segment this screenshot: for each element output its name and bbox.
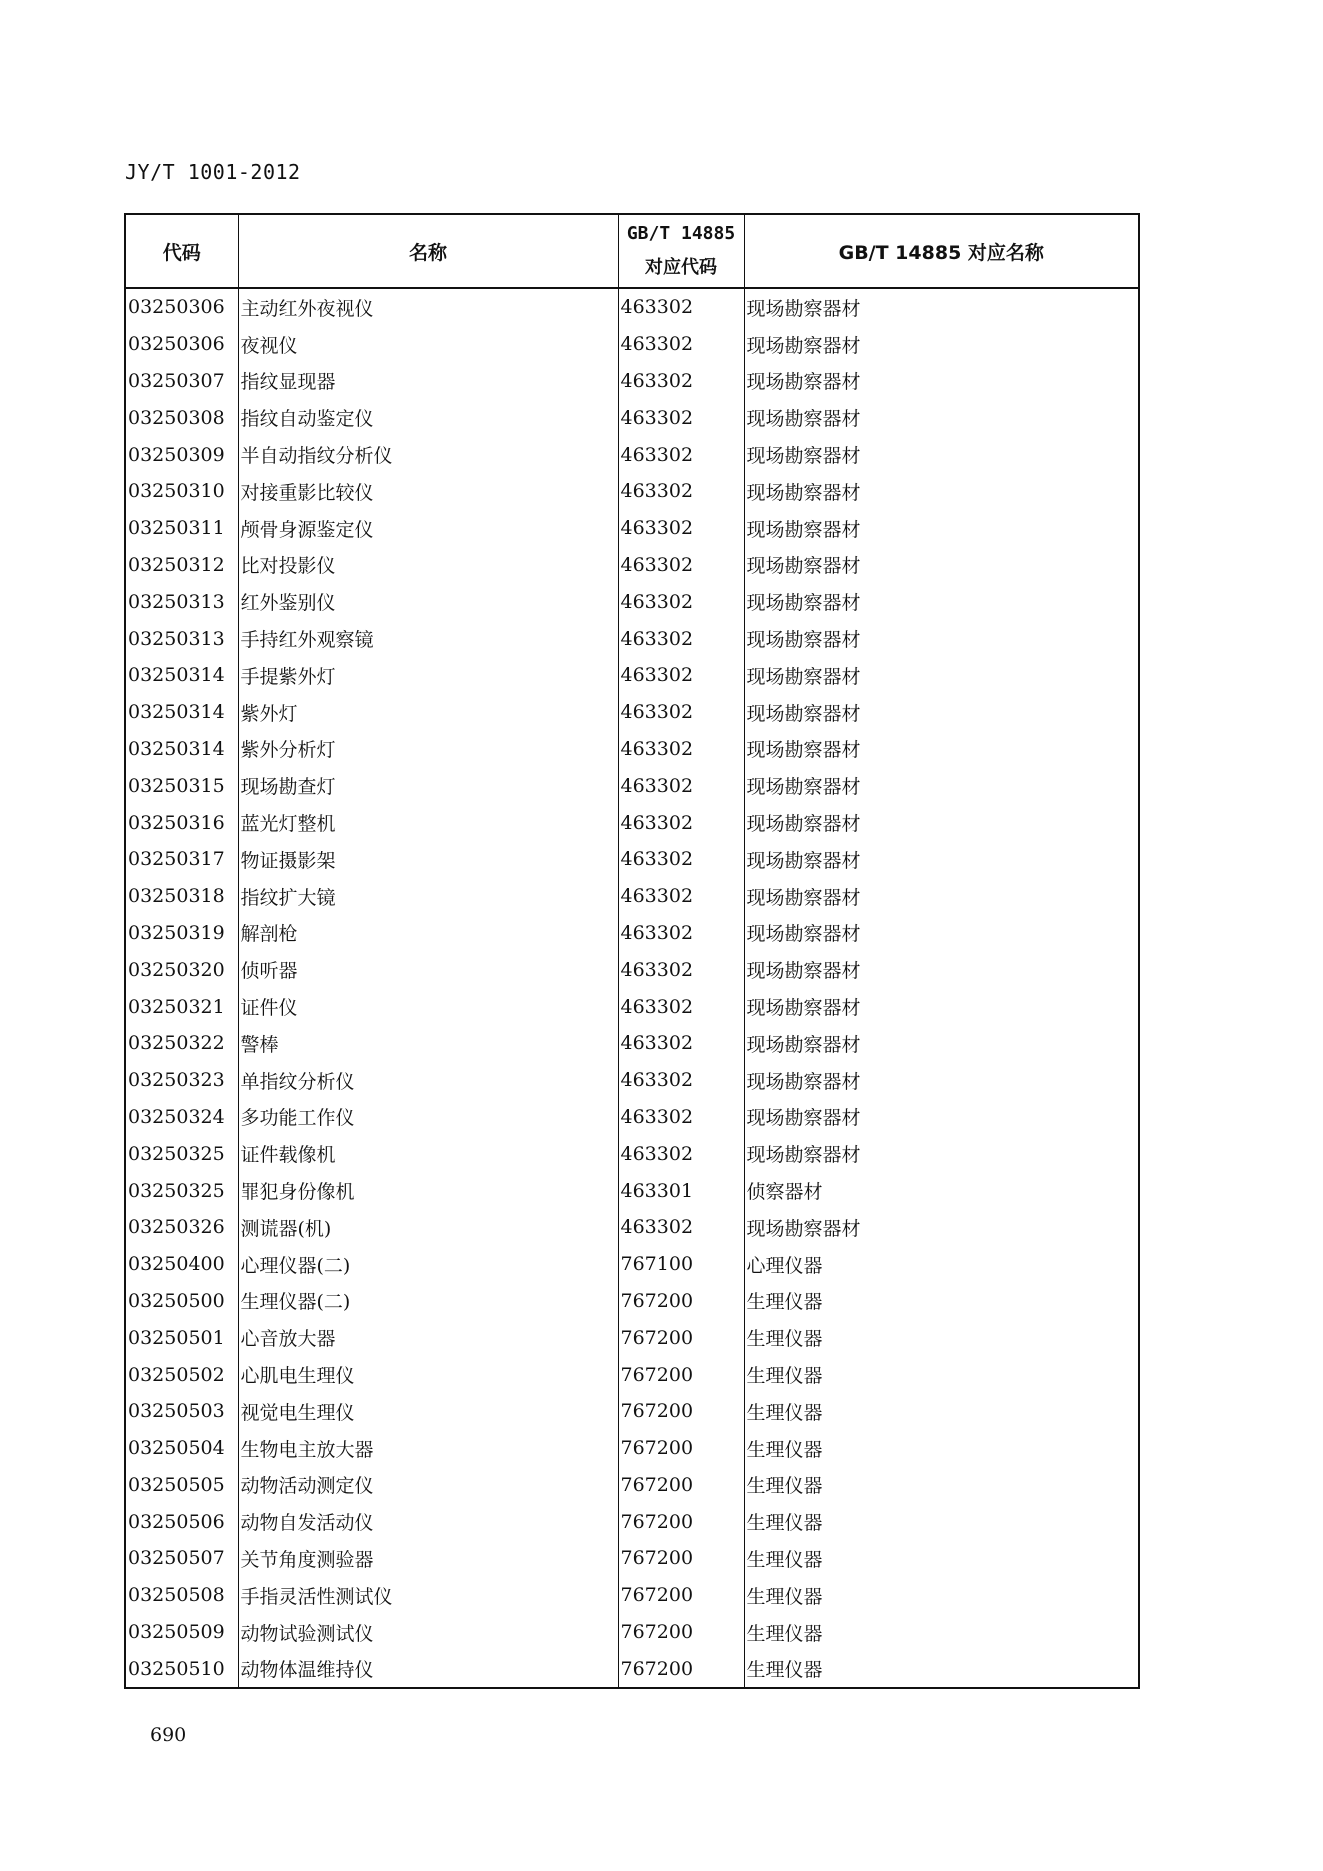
- cell-name: 动物活动测定仪: [238, 1467, 618, 1504]
- cell-code: 03250310: [125, 473, 238, 510]
- cell-code: 03250325: [125, 1172, 238, 1209]
- table-row: [125, 804, 1139, 841]
- cell-gb-name: 现场勘察器材: [744, 915, 1139, 952]
- table-row: [125, 1209, 1139, 1246]
- table-row: [125, 841, 1139, 878]
- cell-name: 紫外分析灯: [238, 731, 618, 768]
- table-row: [125, 473, 1139, 510]
- cell-name: 蓝光灯整机: [238, 804, 618, 841]
- cell-code: 03250315: [125, 767, 238, 804]
- table-row: [125, 1062, 1139, 1099]
- cell-gb-code: 463302: [618, 951, 744, 988]
- table-row: [125, 1099, 1139, 1136]
- cell-name: 证件仪: [238, 988, 618, 1025]
- table-row: [125, 1283, 1139, 1320]
- cell-gb-code: 767200: [618, 1393, 744, 1430]
- cell-code: 03250505: [125, 1467, 238, 1504]
- cell-name: 紫外灯: [238, 694, 618, 731]
- cell-name: 颅骨身源鉴定仪: [238, 510, 618, 547]
- header-gb-name: GB/T 14885 对应名称: [744, 214, 1139, 288]
- cell-gb-code: 463302: [618, 878, 744, 915]
- table-row: [125, 1172, 1139, 1209]
- cell-gb-name: 现场勘察器材: [744, 510, 1139, 547]
- cell-gb-code: 463302: [618, 657, 744, 694]
- cell-gb-name: 生理仪器: [744, 1319, 1139, 1356]
- cell-code: 03250509: [125, 1614, 238, 1651]
- cell-gb-code: 463302: [618, 1209, 744, 1246]
- cell-code: 03250502: [125, 1356, 238, 1393]
- cell-gb-code: 767200: [618, 1319, 744, 1356]
- cell-name: 动物自发活动仪: [238, 1503, 618, 1540]
- cell-code: 03250311: [125, 510, 238, 547]
- table-row: [125, 1430, 1139, 1467]
- table-row: [125, 657, 1139, 694]
- table-header: [125, 214, 1139, 288]
- cell-name: 心肌电生理仪: [238, 1356, 618, 1393]
- cell-gb-name: 现场勘察器材: [744, 694, 1139, 731]
- table-row: [125, 1467, 1139, 1504]
- cell-name: 关节角度测验器: [238, 1540, 618, 1577]
- cell-code: 03250503: [125, 1393, 238, 1430]
- table-row: [125, 436, 1139, 473]
- header-gb-code-line1: GB/T 14885: [626, 223, 736, 244]
- cell-gb-code: 767200: [618, 1356, 744, 1393]
- cell-gb-code: 463302: [618, 363, 744, 400]
- cell-code: 03250317: [125, 841, 238, 878]
- header-gb-code: [618, 214, 744, 288]
- table-row: [125, 547, 1139, 584]
- cell-name: 侦听器: [238, 951, 618, 988]
- cell-gb-name: 生理仪器: [744, 1614, 1139, 1651]
- cell-name: 视觉电生理仪: [238, 1393, 618, 1430]
- cell-name: 手指灵活性测试仪: [238, 1577, 618, 1614]
- table-row: [125, 288, 1139, 326]
- table-row: [125, 1356, 1139, 1393]
- cell-name: 对接重影比较仪: [238, 473, 618, 510]
- table-row: [125, 951, 1139, 988]
- header-gb-code-line2: 对应代码: [645, 257, 717, 278]
- cell-gb-name: 现场勘察器材: [744, 657, 1139, 694]
- table-row: [125, 510, 1139, 547]
- cell-name: 警棒: [238, 1025, 618, 1062]
- cell-gb-name: 现场勘察器材: [744, 288, 1139, 326]
- cell-code: 03250501: [125, 1319, 238, 1356]
- cell-gb-name: 生理仪器: [744, 1650, 1139, 1688]
- cell-gb-code: 463302: [618, 1135, 744, 1172]
- cell-gb-code: 463302: [618, 473, 744, 510]
- cell-name: 手持红外观察镜: [238, 620, 618, 657]
- cell-gb-code: 463302: [618, 731, 744, 768]
- cell-gb-name: 现场勘察器材: [744, 767, 1139, 804]
- cell-name: 解剖枪: [238, 915, 618, 952]
- table-row: [125, 1540, 1139, 1577]
- cell-gb-name: 现场勘察器材: [744, 399, 1139, 436]
- cell-gb-code: 463302: [618, 510, 744, 547]
- cell-code: 03250325: [125, 1135, 238, 1172]
- cell-code: 03250314: [125, 657, 238, 694]
- cell-code: 03250504: [125, 1430, 238, 1467]
- cell-code: 03250308: [125, 399, 238, 436]
- cell-name: 夜视仪: [238, 326, 618, 363]
- cell-gb-name: 生理仪器: [744, 1430, 1139, 1467]
- header-code: 代码: [125, 214, 238, 288]
- table-row: [125, 326, 1139, 363]
- cell-code: 03250306: [125, 326, 238, 363]
- table-body: [125, 288, 1139, 1688]
- cell-code: 03250313: [125, 583, 238, 620]
- cell-gb-name: 生理仪器: [744, 1283, 1139, 1320]
- cell-gb-code: 463302: [618, 583, 744, 620]
- cell-gb-name: 现场勘察器材: [744, 436, 1139, 473]
- cell-name: 指纹扩大镜: [238, 878, 618, 915]
- cell-gb-name: 心理仪器: [744, 1246, 1139, 1283]
- cell-gb-name: 现场勘察器材: [744, 1135, 1139, 1172]
- cell-gb-code: 767200: [618, 1283, 744, 1320]
- cell-code: 03250306: [125, 288, 238, 326]
- cell-code: 03250307: [125, 363, 238, 400]
- cell-code: 03250323: [125, 1062, 238, 1099]
- cell-gb-name: 现场勘察器材: [744, 326, 1139, 363]
- cell-gb-code: 463302: [618, 436, 744, 473]
- cell-code: 03250506: [125, 1503, 238, 1540]
- cell-name: 心理仪器(二): [238, 1246, 618, 1283]
- cell-code: 03250319: [125, 915, 238, 952]
- cell-code: 03250322: [125, 1025, 238, 1062]
- cell-code: 03250510: [125, 1650, 238, 1688]
- cell-name: 多功能工作仪: [238, 1099, 618, 1136]
- cell-gb-code: 463301: [618, 1172, 744, 1209]
- cell-name: 半自动指纹分析仪: [238, 436, 618, 473]
- cell-gb-name: 侦察器材: [744, 1172, 1139, 1209]
- cell-gb-code: 463302: [618, 1099, 744, 1136]
- cell-name: 动物试验测试仪: [238, 1614, 618, 1651]
- cell-gb-code: 767100: [618, 1246, 744, 1283]
- cell-name: 动物体温维持仪: [238, 1650, 618, 1688]
- table-row: [125, 1135, 1139, 1172]
- cell-gb-code: 463302: [618, 988, 744, 1025]
- cell-name: 现场勘查灯: [238, 767, 618, 804]
- cell-gb-code: 767200: [618, 1503, 744, 1540]
- table-row: [125, 694, 1139, 731]
- cell-code: 03250309: [125, 436, 238, 473]
- cell-gb-name: 现场勘察器材: [744, 547, 1139, 584]
- cell-gb-name: 现场勘察器材: [744, 804, 1139, 841]
- cell-gb-name: 生理仪器: [744, 1540, 1139, 1577]
- cell-name: 生理仪器(二): [238, 1283, 618, 1320]
- cell-code: 03250507: [125, 1540, 238, 1577]
- cell-gb-name: 现场勘察器材: [744, 951, 1139, 988]
- cell-code: 03250321: [125, 988, 238, 1025]
- cell-code: 03250316: [125, 804, 238, 841]
- cell-code: 03250508: [125, 1577, 238, 1614]
- cell-code: 03250314: [125, 731, 238, 768]
- cell-gb-code: 767200: [618, 1650, 744, 1688]
- cell-code: 03250326: [125, 1209, 238, 1246]
- cell-gb-name: 现场勘察器材: [744, 620, 1139, 657]
- cell-gb-name: 现场勘察器材: [744, 1062, 1139, 1099]
- cell-gb-name: 生理仪器: [744, 1467, 1139, 1504]
- table-row: [125, 988, 1139, 1025]
- cell-code: 03250318: [125, 878, 238, 915]
- cell-gb-name: 现场勘察器材: [744, 1099, 1139, 1136]
- cell-gb-name: 现场勘察器材: [744, 988, 1139, 1025]
- cell-gb-code: 463302: [618, 804, 744, 841]
- cell-gb-code: 463302: [618, 1025, 744, 1062]
- cell-gb-code: 463302: [618, 620, 744, 657]
- cell-gb-code: 767200: [618, 1614, 744, 1651]
- cell-name: 测谎器(机): [238, 1209, 618, 1246]
- cell-gb-code: 463302: [618, 288, 744, 326]
- cell-gb-code: 463302: [618, 767, 744, 804]
- cell-gb-code: 463302: [618, 841, 744, 878]
- table-row: [125, 1577, 1139, 1614]
- cell-gb-code: 767200: [618, 1430, 744, 1467]
- cell-name: 指纹自动鉴定仪: [238, 399, 618, 436]
- table-row: [125, 915, 1139, 952]
- page-number: 690: [150, 1724, 187, 1746]
- table-row: [125, 583, 1139, 620]
- cell-gb-name: 现场勘察器材: [744, 473, 1139, 510]
- cell-name: 单指纹分析仪: [238, 1062, 618, 1099]
- cell-gb-name: 现场勘察器材: [744, 731, 1139, 768]
- cell-gb-code: 463302: [618, 1062, 744, 1099]
- table-row: [125, 1246, 1139, 1283]
- cell-name: 证件载像机: [238, 1135, 618, 1172]
- cell-gb-code: 463302: [618, 326, 744, 363]
- cell-gb-code: 767200: [618, 1540, 744, 1577]
- header-name: 名称: [238, 214, 618, 288]
- cell-gb-name: 生理仪器: [744, 1356, 1139, 1393]
- cell-code: 03250324: [125, 1099, 238, 1136]
- document-header: JY/T 1001-2012: [125, 160, 301, 184]
- header-row: [125, 214, 1139, 288]
- cell-gb-name: 生理仪器: [744, 1503, 1139, 1540]
- cell-gb-name: 现场勘察器材: [744, 363, 1139, 400]
- cell-name: 比对投影仪: [238, 547, 618, 584]
- table-row: [125, 1393, 1139, 1430]
- table-row: [125, 1650, 1139, 1688]
- cell-gb-code: 767200: [618, 1577, 744, 1614]
- cell-gb-code: 767200: [618, 1467, 744, 1504]
- cell-code: 03250400: [125, 1246, 238, 1283]
- cell-gb-name: 现场勘察器材: [744, 1025, 1139, 1062]
- cell-name: 主动红外夜视仪: [238, 288, 618, 326]
- table-row: [125, 731, 1139, 768]
- cell-name: 指纹显现器: [238, 363, 618, 400]
- cell-name: 生物电主放大器: [238, 1430, 618, 1467]
- cell-code: 03250320: [125, 951, 238, 988]
- cell-gb-code: 463302: [618, 547, 744, 584]
- table-row: [125, 1025, 1139, 1062]
- cell-name: 罪犯身份像机: [238, 1172, 618, 1209]
- cell-name: 物证摄影架: [238, 841, 618, 878]
- cell-gb-code: 463302: [618, 915, 744, 952]
- cell-gb-name: 生理仪器: [744, 1577, 1139, 1614]
- cell-gb-name: 现场勘察器材: [744, 1209, 1139, 1246]
- cell-gb-code: 463302: [618, 399, 744, 436]
- cell-code: 03250313: [125, 620, 238, 657]
- cell-code: 03250312: [125, 547, 238, 584]
- table-row: [125, 363, 1139, 400]
- cell-gb-name: 生理仪器: [744, 1393, 1139, 1430]
- table-row: [125, 878, 1139, 915]
- table-row: [125, 399, 1139, 436]
- table-row: [125, 767, 1139, 804]
- cell-code: 03250500: [125, 1283, 238, 1320]
- cell-code: 03250314: [125, 694, 238, 731]
- cell-gb-name: 现场勘察器材: [744, 878, 1139, 915]
- cell-gb-code: 463302: [618, 694, 744, 731]
- table-row: [125, 1503, 1139, 1540]
- cell-gb-name: 现场勘察器材: [744, 583, 1139, 620]
- cell-name: 心音放大器: [238, 1319, 618, 1356]
- table-row: [125, 620, 1139, 657]
- cell-gb-name: 现场勘察器材: [744, 841, 1139, 878]
- cell-name: 红外鉴别仪: [238, 583, 618, 620]
- table-row: [125, 1614, 1139, 1651]
- cell-name: 手提紫外灯: [238, 657, 618, 694]
- table-row: [125, 1319, 1139, 1356]
- code-mapping-table: [124, 213, 1140, 1689]
